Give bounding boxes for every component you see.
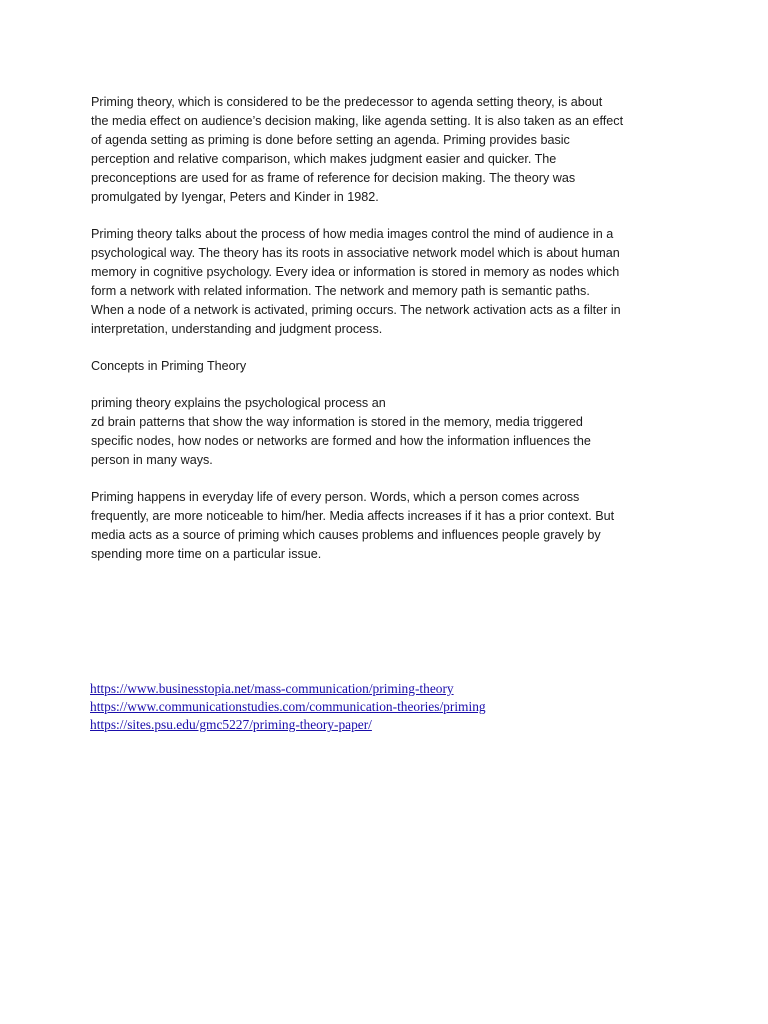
paragraph-priming-process bbox=[91, 225, 681, 339]
text-line: spending more time on a particular issue. bbox=[91, 547, 322, 561]
text-line: Priming theory, which is considered to be the predecessor to agenda setting theory, is about bbox=[91, 95, 603, 109]
reference-link-businesstopia[interactable]: https://www.businesstopia.net/mass-communication/priming-theory bbox=[90, 681, 454, 696]
text-line: form a network with related information. The network and memory path is semantic paths. bbox=[91, 284, 590, 298]
text-line: person in many ways. bbox=[91, 453, 213, 467]
document-body bbox=[91, 93, 681, 582]
text-line: Priming happens in everyday life of every person. Words, which a person comes across bbox=[91, 490, 580, 504]
text-line: preconceptions are used for as frame of reference for decision making. The theory was bbox=[91, 171, 576, 185]
text-line: priming theory explains the psychological process an bbox=[91, 396, 386, 410]
text-line: When a node of a network is activated, priming occurs. The network activation acts as a filter in bbox=[91, 303, 621, 317]
text-line: memory in cognitive psychology. Every idea or information is stored in memory as nodes which bbox=[91, 265, 620, 279]
text-line: media acts as a source of priming which causes problems and influences people gravely by bbox=[91, 528, 601, 542]
reference-links bbox=[90, 680, 486, 734]
paragraph-priming-intro bbox=[91, 93, 681, 207]
reference-link-communicationstudies[interactable]: https://www.communicationstudies.com/communication-theories/priming bbox=[90, 699, 486, 714]
paragraph-everyday-priming bbox=[91, 488, 681, 564]
text-line: perception and relative comparison, which makes judgment easier and quicker. The bbox=[91, 152, 557, 166]
text-line: specific nodes, how nodes or networks are formed and how the information influences the bbox=[91, 434, 591, 448]
text-line: zd brain patterns that show the way information is stored in the memory, media triggered bbox=[91, 415, 583, 429]
section-heading-text: Concepts in Priming Theory bbox=[91, 359, 247, 373]
text-line: promulgated by Iyengar, Peters and Kinder in 1982. bbox=[91, 190, 379, 204]
text-line: Priming theory talks about the process of how media images control the mind of audience in a bbox=[91, 227, 614, 241]
text-line: of agenda setting as priming is done before setting an agenda. Priming provides basic bbox=[91, 133, 570, 147]
text-line: frequently, are more noticeable to him/her. Media affects increases if it has a prior context. But bbox=[91, 509, 615, 523]
text-line: interpretation, understanding and judgment process. bbox=[91, 322, 383, 336]
paragraph-concepts bbox=[91, 394, 681, 470]
text-line: the media effect on audience’s decision making, like agenda setting. It is also taken as an effect bbox=[91, 114, 624, 128]
text-line: psychological way. The theory has its roots in associative network model which is about human bbox=[91, 246, 620, 260]
section-heading bbox=[91, 357, 681, 376]
reference-link-psu[interactable]: https://sites.psu.edu/gmc5227/priming-theory-paper/ bbox=[90, 717, 372, 732]
